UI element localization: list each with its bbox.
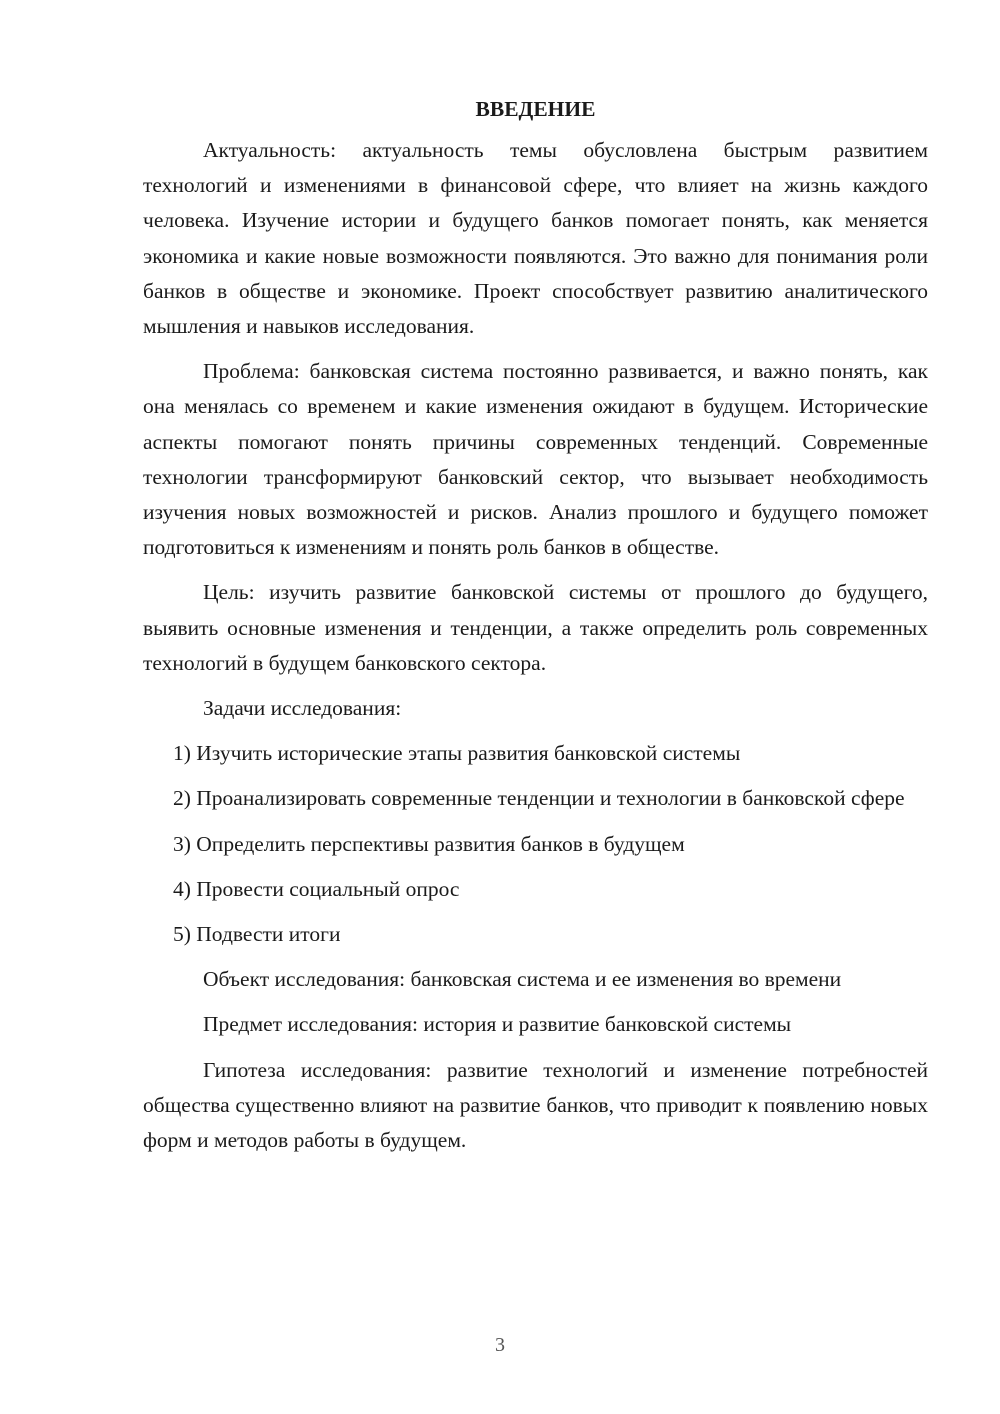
paragraph-hypothesis: Гипотеза исследования: развитие технологий и изменение потребностей общества существенно влияют на развитие банков, что приводит к появлению новых форм и методов работы в будущем.	[143, 1057, 928, 1153]
paragraph-relevance: Актуальность: актуальность темы обусловлена быстрым развитием технологий и изменениями в финансовой сфере, что влияет на жизнь каждого человека. Изучение истории и будущего банков помогает понять, как меняется экономика и какие новые возможности появляются. Это важно для понимания роли банков в обществе и экономике. Проект способствует развитию аналитического мышления и навыков исследования.	[143, 138, 928, 339]
task-item-4: 4) Провести социальный опрос	[173, 876, 460, 901]
paragraph-tasks-heading: Задачи исследования:	[203, 696, 402, 721]
paragraph-object: Объект исследования: банковская система и ее изменения во времени	[203, 967, 842, 992]
task-item-5: 5) Подвести итоги	[173, 922, 341, 947]
paragraph-problem: Проблема: банковская система постоянно развивается, и важно понять, как она менялась со временем и какие изменения ожидают в будущем. Исторические аспекты помогают понять причины современных тенденций. Современные технологии трансформируют банковский сектор, что вызывает необходимость изучения новых возможностей и рисков. Анализ прошлого и будущего поможет подготовиться к изменениям и понять роль банков в обществе.	[143, 359, 928, 560]
document-title: ВВЕДЕНИЕ	[475, 97, 596, 121]
task-item-1: 1) Изучить исторические этапы развития банковской системы	[173, 741, 741, 766]
paragraph-subject: Предмет исследования: история и развитие банковской системы	[203, 1012, 792, 1037]
task-item-2: 2) Проанализировать современные тенденции и технологии в банковской сфере	[173, 786, 905, 811]
document-page	[143, 92, 928, 1168]
paragraph-goal: Цель: изучить развитие банковской системы от прошлого до будущего, выявить основные изменения и тенденции, а также определить роль современных технологий в будущем банковского сектора.	[143, 580, 928, 675]
page-number: 3	[495, 1334, 505, 1356]
task-item-3: 3) Определить перспективы развития банков в будущем	[173, 831, 685, 856]
